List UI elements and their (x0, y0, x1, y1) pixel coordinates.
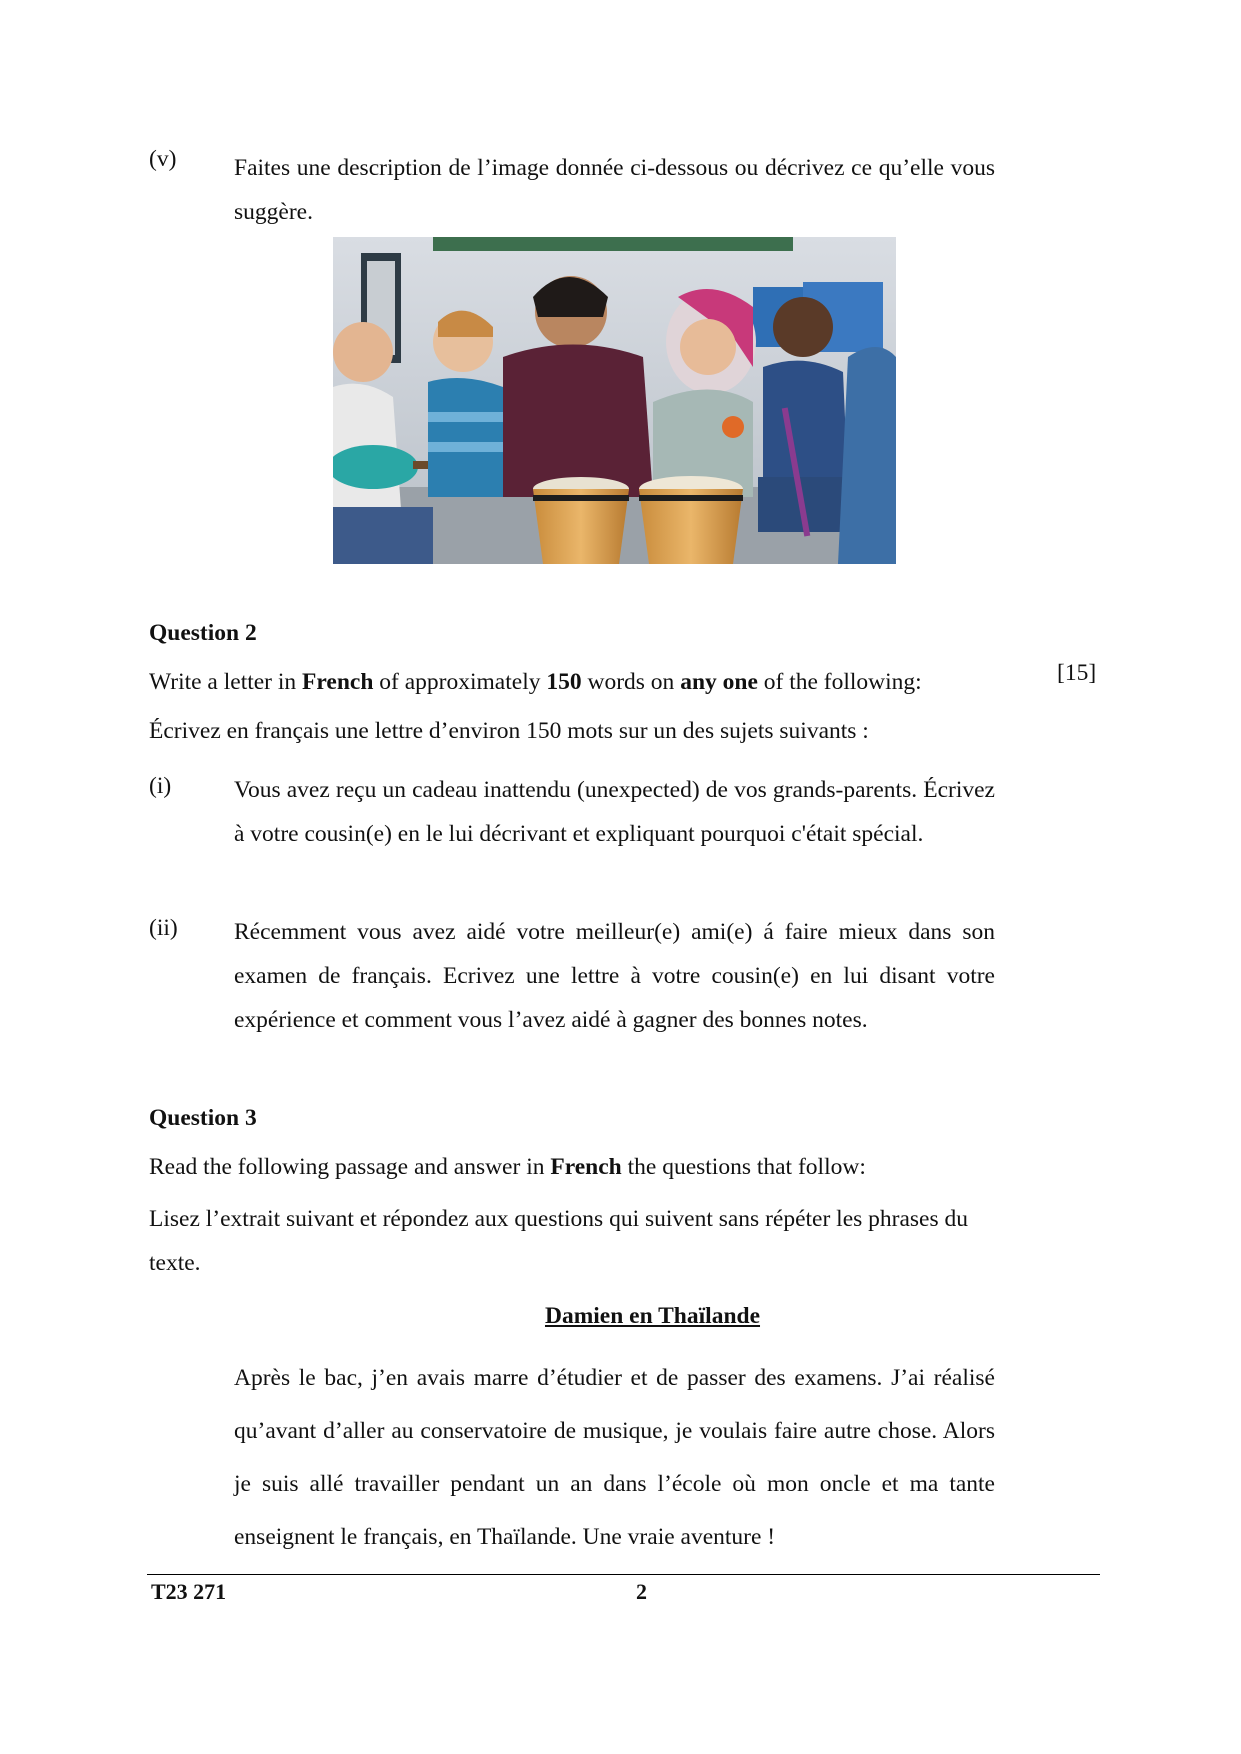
classroom-music-photo (333, 237, 896, 564)
question-3-heading: Question 3 (149, 1105, 257, 1131)
footer-rule (147, 1574, 1100, 1575)
question-3-instruction-fr: Lisez l’extrait suivant et répondez aux questions qui suivent sans répéter les phrases du texte. (149, 1206, 969, 1276)
page-number: 2 (636, 1579, 647, 1604)
passage-text: Après le bac, j’en avais marre d’étudier et de passer des examens. J’ai réalisé qu’avant d’aller au conservatoire de musique, je voulais faire autre chose. Alors je suis allé travailler pendant un an dans l’école où mon oncle et ma tante enseignent le français, en Thaïlande. Une vraie aventure ! (234, 1365, 995, 1550)
paper-code: T23 271 (151, 1579, 227, 1604)
question-2-instruction-en: Write a letter in French of approximately 150 words on any one of the following: (149, 669, 922, 695)
item-number-ii: (ii) (149, 915, 178, 941)
item-number-v: (v) (149, 146, 177, 172)
question-3-instruction-en: Read the following passage and answer in French the questions that follow: (149, 1154, 866, 1180)
item-text-i: Vous avez reçu un cadeau inattendu (unexpected) de vos grands-parents. Écrivez à votre cousin(e) en le lui décrivant et expliquant pourquoi c'était spécial. (234, 777, 995, 847)
question-2-instruction-fr: Écrivez en français une lettre d’environ 150 mots sur un des sujets suivants : (149, 718, 869, 744)
question-2-heading: Question 2 (149, 620, 257, 646)
item-number-i: (i) (149, 773, 172, 799)
passage-title: Damien en Thaïlande (544, 1303, 761, 1329)
item-text-v: Faites une description de l’image donnée ci-dessous ou décrivez ce qu’elle vous suggère. (234, 155, 995, 225)
marks-label: [15] (1057, 660, 1097, 686)
item-text-ii: Récemment vous avez aidé votre meilleur(e) ami(e) á faire mieux dans son examen de français. Ecrivez une lettre à votre cousin(e) en lui disant votre expérience et comment vous l’avez aidé à gagner des bonnes notes. (234, 919, 995, 1033)
